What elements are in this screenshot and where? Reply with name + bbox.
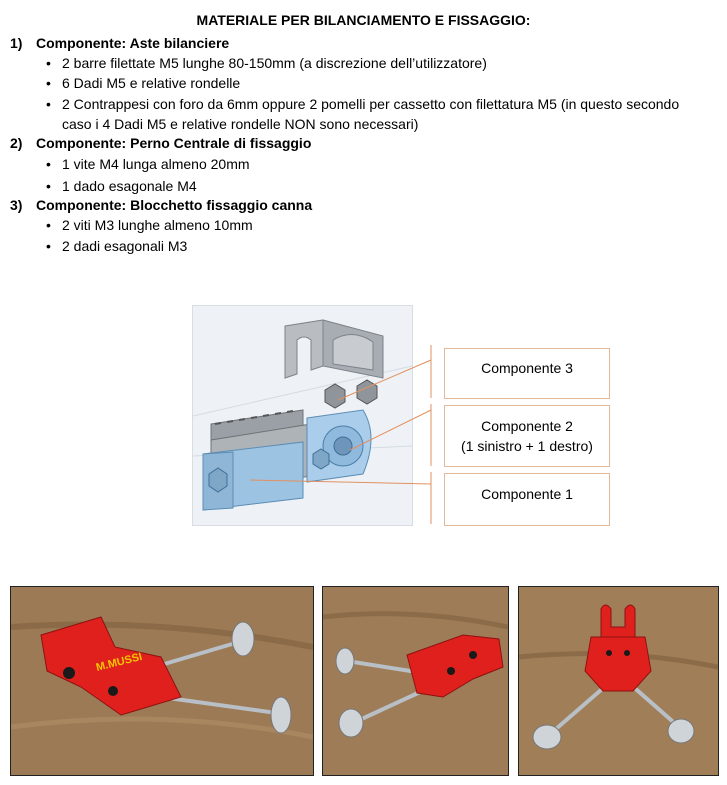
page-title: MATERIALE PER BILANCIAMENTO E FISSAGGIO: (196, 12, 531, 28)
list-item: • 2 Contrappesi con foro da 6mm oppure 2 pomelli per cassetto con filettatura M5 (in questo secondo caso i 4 Dadi M5 e relative rondelle NON sono necessari) (46, 96, 680, 132)
list-item: • 1 dado esagonale M4 (46, 178, 197, 194)
list-item: • 2 dadi esagonali M3 (46, 238, 188, 254)
brand-engraving: M.MUSSI (94, 650, 144, 674)
photo-assembly-side (10, 586, 314, 776)
callout-componente-1: Componente 1 (444, 473, 610, 526)
photo-assembly-top (518, 586, 719, 776)
callout-componente-3: Componente 3 (444, 348, 610, 399)
list-item: • 2 viti M3 lunghe almeno 10mm (46, 217, 253, 233)
section-1-heading: 1) Componente: Aste bilanciere (10, 35, 230, 51)
section-2-heading: 2) Componente: Perno Centrale di fissaggio (10, 135, 312, 151)
callout-componente-2: Componente 2 (1 sinistro + 1 destro) (444, 405, 610, 467)
list-item: • 6 Dadi M5 e relative rondelle (46, 75, 241, 91)
photo-assembly-front (322, 586, 509, 776)
list-item: • 2 barre filettate M5 lunghe 80-150mm (a discrezione dell’utilizzatore) (46, 55, 487, 71)
list-item: • 1 vite M4 lunga almeno 20mm (46, 156, 250, 172)
section-3-heading: 3) Componente: Blocchetto fissaggio canna (10, 197, 313, 213)
